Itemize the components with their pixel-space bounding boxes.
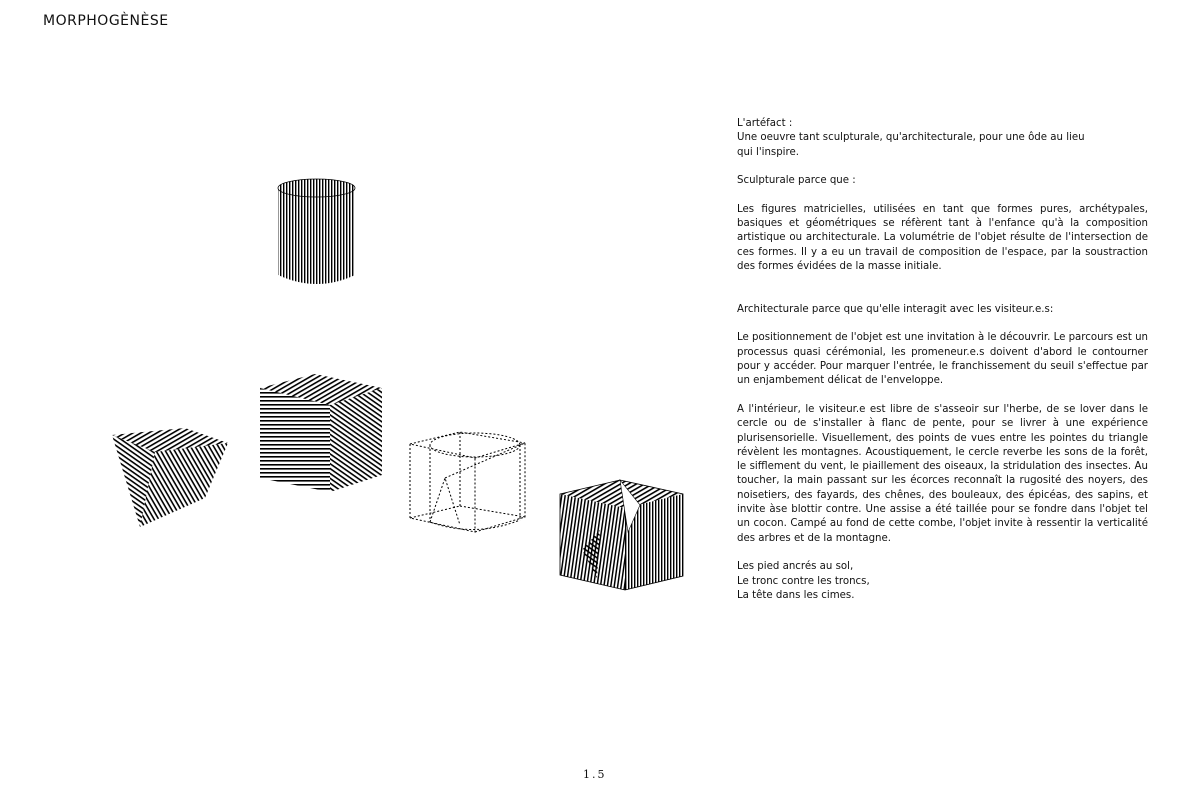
page-number: 1.5 xyxy=(583,768,607,781)
morphogenesis-drawings xyxy=(100,160,710,610)
sculpturale-label: Sculpturale parce que : xyxy=(737,175,856,187)
page-title: MORPHOGÈNÈSE xyxy=(43,13,169,29)
wireframe-cube-drawing xyxy=(410,432,525,532)
architecturale-paragraph-1: Le positionnement de l'objet est une invitation à le découvrir. Le parcours est un processus quasi cérémonial, les promeneur.e.s doivent d'abord le contourner pour y accéder. Pour marquer l'entrée, le franchissement du seuil s'effectue par un enjambement délicat de l'enveloppe. xyxy=(737,332,1149,387)
tilted-cube-drawing xyxy=(112,428,228,527)
hatched-cube-drawing xyxy=(260,374,382,492)
artefact-line-1: Une oeuvre tant sculpturale, qu'architecturale, pour une ôde au lieu xyxy=(737,132,1085,144)
poem-line-2: Le tronc contre les troncs, xyxy=(737,575,870,587)
artefact-label: L'artéfact : xyxy=(737,118,793,129)
carved-cube-drawing xyxy=(560,480,683,590)
poem-line-1: Les pied ancrés au sol, xyxy=(737,561,854,573)
sculpturale-paragraph: Les figures matricielles, utilisées en tant que formes pures, archétypales, basiques et géométriques se réfèrent tant à l'enfance qu'à la composition artistique ou architecturale. La volumétrie de l'objet résulte de l'intersection de ces formes. Il y a eu un travail de composition de l'espace, par la soustraction des formes évidées de la masse initiale. xyxy=(737,203,1148,272)
architecturale-label: Architecturale parce que qu'elle interagit avec les visiteur.e.s: xyxy=(737,303,1054,315)
poem-line-3: La tête dans les cimes. xyxy=(737,589,855,601)
architecturale-paragraph-2: A l'intérieur, le visiteur.e est libre de s'asseoir sur l'herbe, de se lover dans le cercle ou de s'installer à flanc de pente, pour se livrer à une expérience plurisensorielle. Visuellement, des points de vues entre les pointes du triangle révèlent les montagnes. Acoustiquement, le cercle reverbe les sons de la forêt, le sifflement du vent, le piaillement des oiseaux, la stridulation des insectes. Au toucher, la main passant sur les écorces reconnaît la rugosité des noyers, des noisetiers, des fayards, des chênes, des bouleaux, des épicéas, des sapins, et invite àse blottir contre. Une assise a été taillée pour se fondre dans l'objet tel un cocon. Campé au fond de cette combe, l'objet invite à ressentir la verticalité des arbres et de la montagne. xyxy=(737,403,1148,544)
text-column xyxy=(737,117,1148,617)
cylinder-drawing xyxy=(278,179,355,284)
artefact-line-2: qui l'inspire. xyxy=(737,146,799,158)
